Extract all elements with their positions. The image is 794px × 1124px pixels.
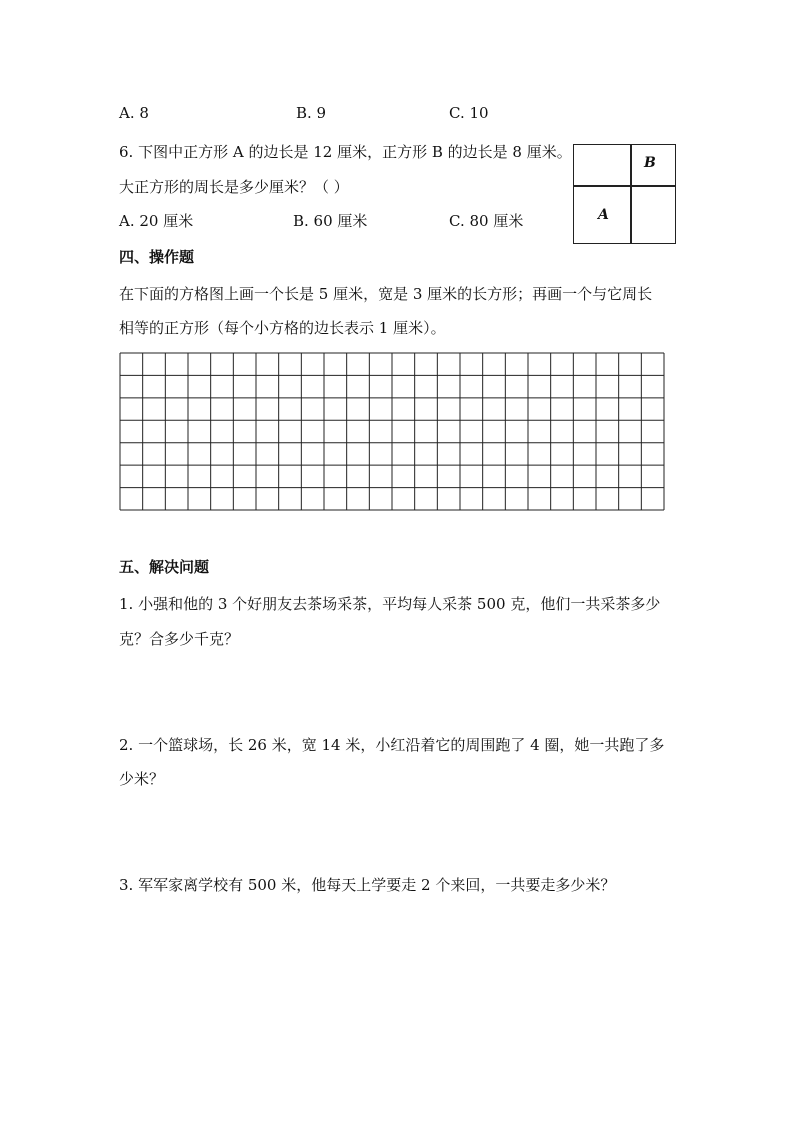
grid-paper[interactable] <box>119 352 665 511</box>
figure-label-a: A <box>598 207 609 223</box>
section5-title: 五、解决问题 <box>119 558 210 576</box>
problem2-line2: 少米？ <box>119 770 165 788</box>
figure-divider-vertical <box>630 145 632 243</box>
square-figure <box>573 144 676 244</box>
q6-option-a: A. 20 厘米 <box>119 212 194 230</box>
problem1-line2: 克？合多少千克？ <box>119 630 240 648</box>
q6-option-c: C. 80 厘米 <box>449 212 524 230</box>
figure-label-b: B <box>644 155 656 171</box>
q5-option-b: B. 9 <box>296 104 327 122</box>
problem2-line1: 2. 一个篮球场，长 26 米，宽 14 米，小红沿着它的周围跑了 4 圈，她一共跑了多 <box>119 736 665 754</box>
q6-text-line2: 大正方形的周长是多少厘米？（ ） <box>119 178 349 196</box>
problem3-line1: 3. 军军家离学校有 500 米，他每天上学要走 2 个来回，一共要走多少米？ <box>119 876 616 894</box>
q5-option-c: C. 10 <box>449 104 489 122</box>
q6-text-line1: 6. 下图中正方形 A 的边长是 12 厘米，正方形 B 的边长是 8 厘米。 <box>119 143 572 161</box>
section4-title: 四、操作题 <box>119 248 195 266</box>
section4-text-line1: 在下面的方格图上画一个长是 5 厘米，宽是 3 厘米的长方形；再画一个与它周长 <box>119 285 653 303</box>
figure-divider-horizontal <box>574 185 675 187</box>
q6-option-b: B. 60 厘米 <box>293 212 368 230</box>
q5-option-a: A. 8 <box>119 104 149 122</box>
problem1-line1: 1. 小强和他的 3 个好朋友去茶场采茶，平均每人采茶 500 克，他们一共采茶多少 <box>119 595 661 613</box>
section4-text-line2: 相等的正方形（每个小方格的边长表示 1 厘米）。 <box>119 319 446 337</box>
